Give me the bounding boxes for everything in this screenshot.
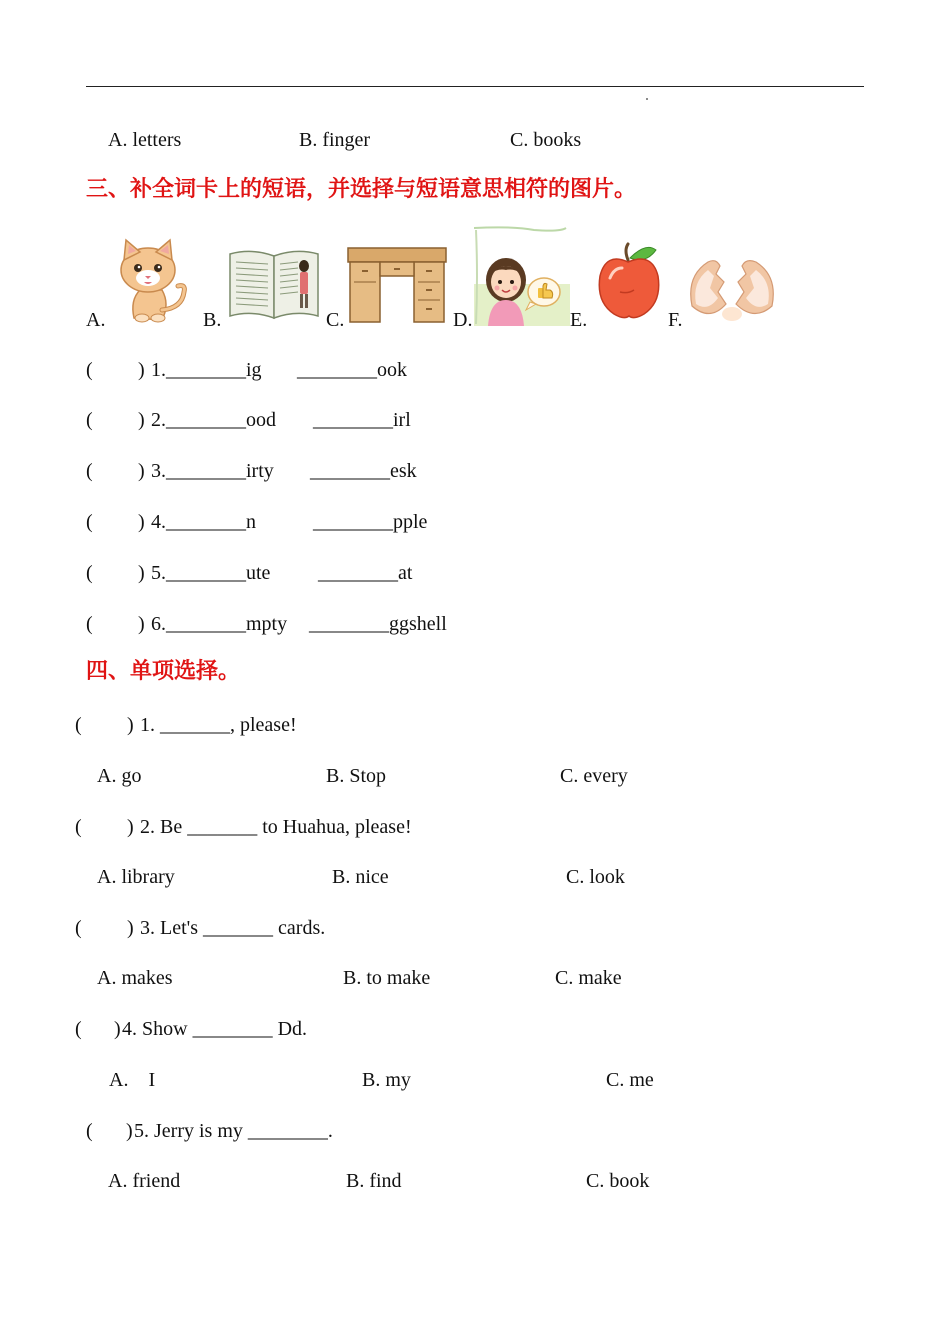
pic-label-e: E.: [570, 309, 588, 331]
s4-q3-option-a: A. makes: [97, 967, 173, 989]
s4-stem-2: 2. Be _______ to Huahua, please!: [140, 816, 412, 838]
s3-close-1: ): [138, 359, 145, 381]
s4-stem-3: 3. Let's _______ cards.: [140, 917, 326, 939]
s4-close-5: ): [126, 1120, 133, 1142]
s4-q5-option-b: B. find: [346, 1170, 402, 1192]
s3-q2-2: ________irl: [313, 409, 411, 431]
section3-title: 三、补全词卡上的短语，并选择与短语意思相符的图片。: [86, 177, 637, 202]
section4-title: 四、单项选择。: [86, 659, 241, 684]
s4-q4-option-a: A. I: [109, 1069, 156, 1091]
s3-q2-4: ________pple: [313, 511, 428, 533]
s3-close-4: ): [138, 511, 145, 533]
s4-close-2: ): [127, 816, 134, 838]
header-dot: [646, 98, 648, 100]
s4-q5-option-a: A. friend: [108, 1170, 181, 1192]
book-icon: [228, 244, 320, 320]
prev-option-a: A. letters: [108, 129, 182, 151]
s4-q3-option-b: B. to make: [343, 967, 431, 989]
s3-close-6: ): [138, 613, 145, 635]
s3-q2-5: ________at: [318, 562, 413, 584]
prev-option-c: C. books: [510, 129, 582, 151]
s3-close-2: ): [138, 409, 145, 431]
s4-q5-option-c: C. book: [586, 1170, 650, 1192]
s4-q4-option-b: B. my: [362, 1069, 411, 1091]
s4-close-3: ): [127, 917, 134, 939]
s4-q2-option-b: B. nice: [332, 866, 389, 888]
s4-paren-5: (: [86, 1120, 93, 1142]
s3-q2-3: ________esk: [310, 460, 417, 482]
s4-q1-option-b: B. Stop: [326, 765, 387, 787]
pic-label-b: B.: [203, 309, 222, 331]
s4-close-1: ): [127, 714, 134, 736]
header-rule: [86, 86, 864, 87]
s4-close-4: ): [114, 1018, 121, 1040]
s3-q-1: 1.________ig: [151, 359, 262, 381]
s3-paren-6: (: [86, 613, 93, 635]
s3-q-3: 3.________irty: [151, 460, 274, 482]
s4-stem-5: 5. Jerry is my ________.: [134, 1120, 333, 1142]
s4-paren-3: (: [75, 917, 82, 939]
s4-paren-2: (: [75, 816, 82, 838]
s4-q4-option-c: C. me: [606, 1069, 654, 1091]
pic-label-c: C.: [326, 309, 345, 331]
s3-paren-2: (: [86, 409, 93, 431]
cat-icon: [112, 238, 194, 324]
s4-stem-1: 1. _______, please!: [140, 714, 297, 736]
s3-paren-3: (: [86, 460, 93, 482]
s3-close-3: ): [138, 460, 145, 482]
s4-q2-option-c: C. look: [566, 866, 625, 888]
s3-q2-1: ________ook: [297, 359, 407, 381]
s3-q-5: 5.________ute: [151, 562, 271, 584]
s4-q3-option-c: C. make: [555, 967, 622, 989]
s3-paren-1: (: [86, 359, 93, 381]
s3-close-5: ): [138, 562, 145, 584]
pic-label-d: D.: [453, 309, 473, 331]
s4-q2-option-a: A. library: [97, 866, 175, 888]
pic-label-a: A.: [86, 309, 106, 331]
s3-q2-6: ________ggshell: [309, 613, 447, 635]
s3-q-4: 4.________n: [151, 511, 256, 533]
s4-paren-4: (: [75, 1018, 82, 1040]
s4-q1-option-c: C. every: [560, 765, 628, 787]
prev-option-b: B. finger: [299, 129, 371, 151]
s3-q-6: 6.________mpty: [151, 613, 288, 635]
s4-q1-option-a: A. go: [97, 765, 142, 787]
apple-icon: [594, 242, 664, 322]
s4-stem-4: 4. Show ________ Dd.: [122, 1018, 308, 1040]
s3-q-2: 2.________ood: [151, 409, 276, 431]
girl-icon: [474, 226, 570, 326]
pic-label-f: F.: [668, 309, 683, 331]
s3-paren-5: (: [86, 562, 93, 584]
desk-icon: [346, 244, 448, 324]
s4-paren-1: (: [75, 714, 82, 736]
s3-paren-4: (: [86, 511, 93, 533]
eggshell-icon: [686, 252, 778, 326]
